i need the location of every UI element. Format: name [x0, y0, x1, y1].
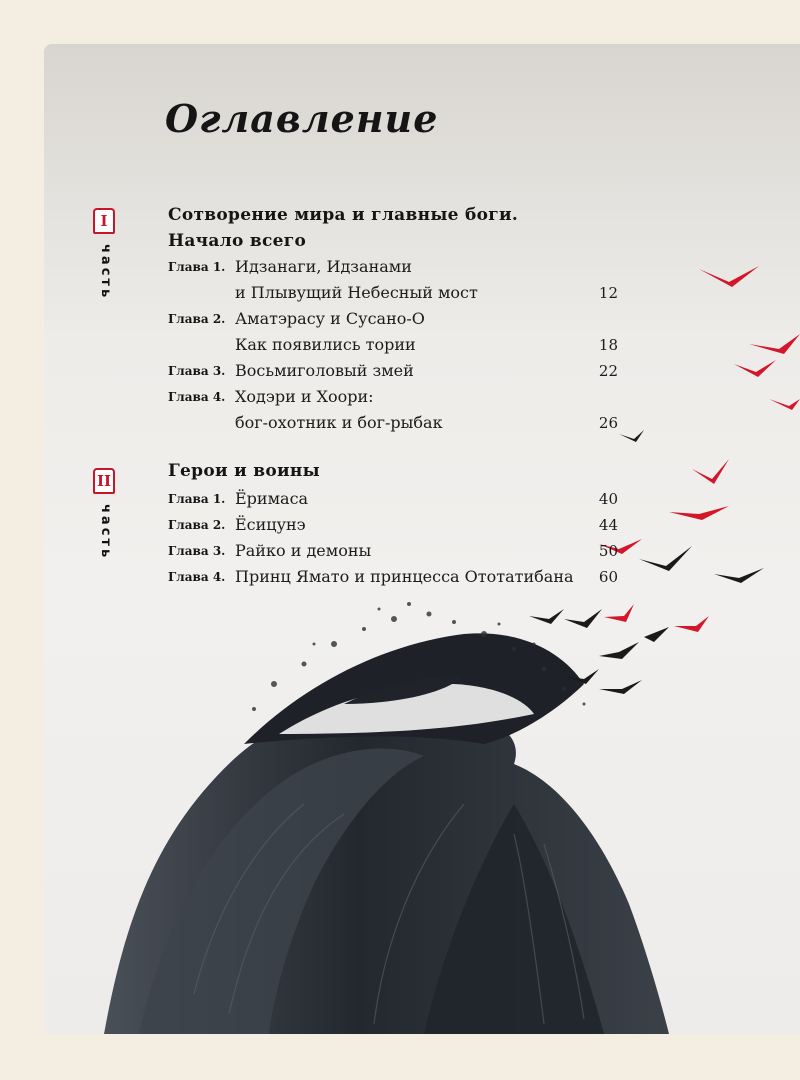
page-number: 44 — [598, 516, 618, 534]
page-number: 26 — [598, 414, 618, 432]
chapter-label: Глава 1. — [168, 260, 226, 274]
part-1-numeral: I — [93, 208, 115, 234]
toc-entry[interactable] — [168, 254, 618, 306]
chapter-title: Райко и демоны — [235, 541, 372, 560]
page-number: 50 — [598, 542, 618, 560]
chapter-title: Ходэри и Хоори: — [235, 387, 374, 406]
part-1-heading-line-2: Начало всего — [168, 231, 307, 251]
part-1-marker — [92, 208, 118, 300]
contents-page — [44, 44, 800, 1034]
chapter-title: Ёсицунэ — [235, 515, 306, 534]
page-number: 12 — [598, 284, 618, 302]
part-2-marker — [92, 468, 118, 560]
toc-entry[interactable] — [168, 538, 618, 564]
part-2-heading: Герои и воины — [168, 461, 320, 481]
toc-entry[interactable] — [168, 306, 618, 358]
chapter-title-cont: Как появились тории — [235, 335, 416, 354]
page-number: 60 — [598, 568, 618, 586]
chapter-label: Глава 2. — [168, 518, 226, 532]
toc-entry[interactable] — [168, 564, 618, 590]
part-1-word: часть — [98, 244, 113, 301]
chapter-title: Ёримаса — [235, 489, 309, 508]
chapter-label: Глава 1. — [168, 492, 226, 506]
chapter-label: Глава 2. — [168, 312, 226, 326]
page-title: Оглавление — [165, 96, 439, 141]
page-number: 18 — [598, 336, 618, 354]
chapter-label: Глава 3. — [168, 544, 226, 558]
page-number: 22 — [598, 362, 618, 380]
toc-entry[interactable] — [168, 384, 618, 436]
chapter-title: Восьмиголовый змей — [235, 361, 414, 380]
part-2-numeral: II — [93, 468, 115, 494]
chapter-title: Аматэрасу и Сусано-О — [235, 309, 425, 328]
part-2-word: часть — [98, 504, 113, 561]
chapter-title: Идзанаги, Идзанами — [235, 257, 412, 276]
chapter-title: Принц Ямато и принцесса Ототатибана — [235, 567, 574, 586]
part-1-heading-line-1: Сотворение мира и главные боги. — [168, 205, 519, 225]
chapter-label: Глава 4. — [168, 570, 226, 584]
toc-entry[interactable] — [168, 486, 618, 512]
chapter-label: Глава 4. — [168, 390, 226, 404]
chapter-title-cont: бог-охотник и бог-рыбак — [235, 413, 443, 432]
page-number: 40 — [598, 490, 618, 508]
toc-entry[interactable] — [168, 358, 618, 384]
brush-wave — [104, 602, 669, 1034]
toc-entry[interactable] — [168, 512, 618, 538]
chapter-title-cont: и Плывущий Небесный мост — [235, 283, 478, 302]
chapter-label: Глава 3. — [168, 364, 226, 378]
